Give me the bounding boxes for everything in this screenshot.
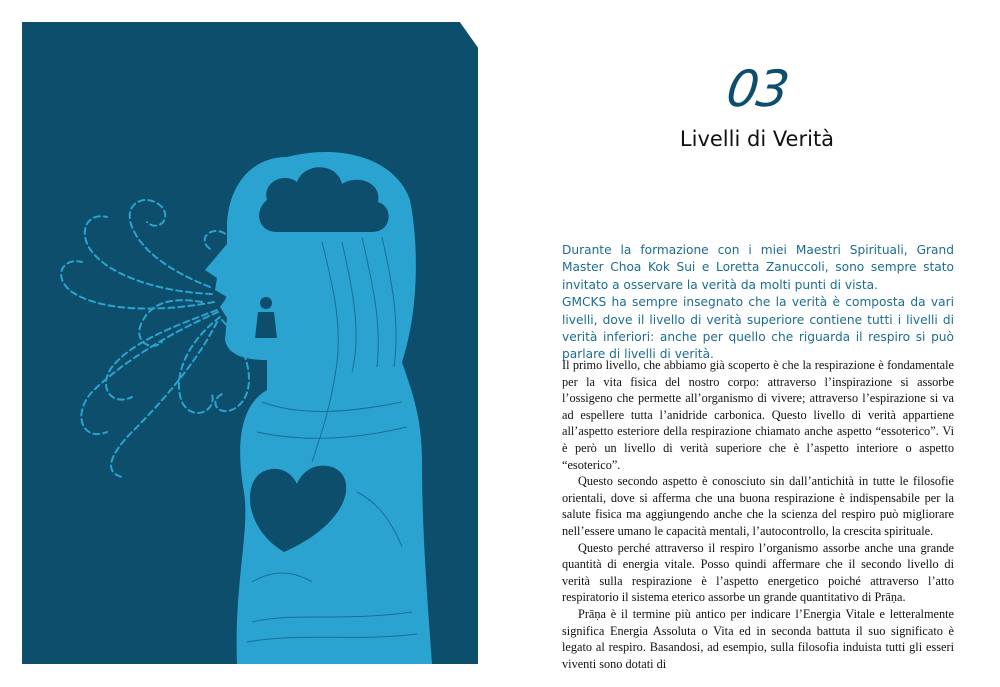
chapter-title: Livelli di Verità	[679, 127, 835, 151]
intro-paragraph: Durante la formazione con i miei Maestri Spirituali, Grand Master Choa Kok Sui e Loretta Zanuccoli, sono sempre stato invitato a osservare la verità da molti punti di vista.	[562, 243, 954, 292]
breathing-figure-illustration	[22, 22, 478, 664]
breath-swirls	[61, 200, 249, 477]
body-paragraph: Prāṇa è il termine più antico per indicare l’Energia Vitale e letteralmente significa Energia Assoluta o Vita ed in seconda battuta il suo significato è legato al respiro. Basandosi, ad esempio, sulla filosofia induista tutti gli esseri viventi sono dotati di	[562, 606, 954, 671]
body-section	[562, 357, 954, 672]
intro-paragraph: GMCKS ha sempre insegnato che la verità è composta da vari livelli, dove il livello di verità superiore contiene tutti i livelli di verità inferiori: anche per quello che riguarda il respiro si può parlare di livelli di verità.	[562, 295, 954, 362]
chapter-number: 03	[723, 60, 791, 118]
illustration-panel	[22, 22, 478, 664]
body-paragraph: Questo secondo aspetto è conosciuto sin dall’antichità in tutte le filosofie orientali, dove si afferma che una buona respirazione è indispensabile per la salute fisica ma aggiungendo anche che la scienza del respiro può migliorare nell’essere umano le capacità mentali, l’autocontrollo, la crescita spirituale.	[562, 474, 954, 538]
body-paragraph: Questo perché attraverso il respiro l’organismo assorbe anche una grande quantità di energia vitale. Posso quindi affermare che il secondo livello di verità sulla respirazione è l’aspetto energetico poiché attraverso l’atto respiratorio il sistema eterico assorbe un grande quantitativo di Prāṇa.	[562, 540, 954, 605]
body-paragraph: Il primo livello, che abbiamo già scoperto è che la respirazione è fondamentale per la vita fisica del nostro corpo: attraverso l’inspirazione si assorbe l’ossigeno che permette all’organismo di vivere; attraverso l’espirazione si va ad espellere tutta l’anidride carbonica. Questo livello di verità appartiene all’aspetto esteriore della respirazione chiamato anche aspetto “essoterico”. Vi è però un livello di verità superiore che è l’aspetto interiore o aspetto “esoterico”.	[562, 358, 954, 472]
intro-section	[562, 242, 954, 364]
